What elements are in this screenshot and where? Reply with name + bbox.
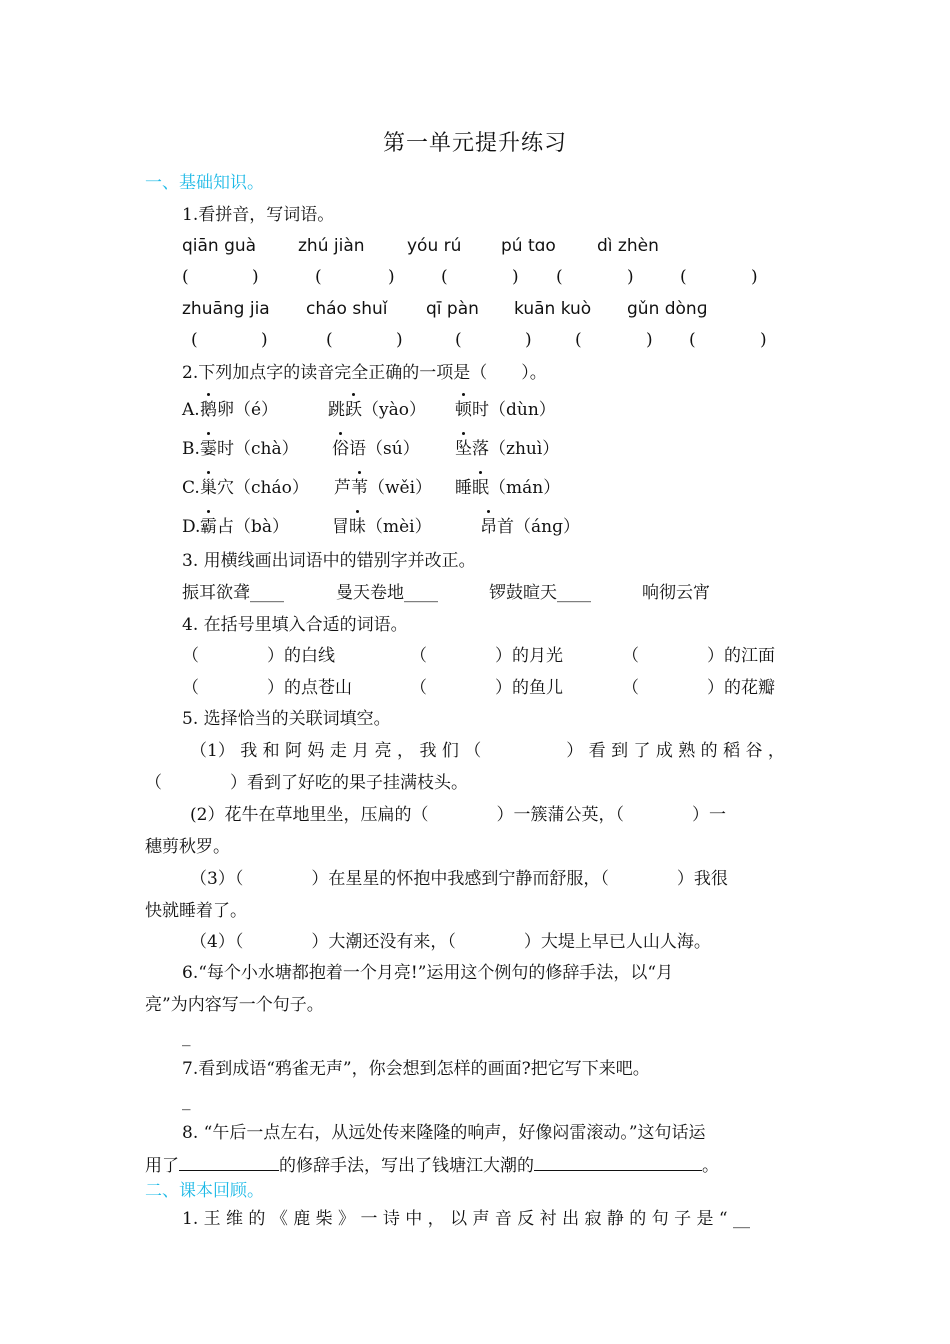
dotted-char: 巢 <box>200 478 217 498</box>
paren-open: ( <box>556 267 563 287</box>
page-title: 第一单元提升练习 <box>382 131 567 156</box>
paren-close: ) <box>261 330 268 350</box>
q5-sentence-2-cont: 穗剪秋罗。 <box>145 837 230 857</box>
option-word: 睡眠（mán） <box>455 478 561 498</box>
dotted-char: 霸 <box>200 517 217 537</box>
option-word: 霎时（chà） <box>200 439 299 459</box>
paren-open: ( <box>441 267 448 287</box>
q4-blank: （ ）的江面 <box>622 646 775 666</box>
section-basic-knowledge: 一、基础知识。 <box>145 173 264 193</box>
q2-heading: 2.下列加点字的读音完全正确的一项是（ ）。 <box>182 363 547 383</box>
q4-heading: 4. 在括号里填入合适的词语。 <box>182 615 408 635</box>
option-word: 巢穴（cháo） <box>200 478 309 498</box>
option-word: 顿时（dùn） <box>455 400 556 420</box>
q4-blank: （ ）的白线 <box>182 646 335 666</box>
dotted-char: 昂 <box>480 517 497 537</box>
option-word: 跳跃（yào） <box>328 400 426 420</box>
q5-sentence-2: (2）花牛在草地里坐，压扁的（ ）一簇蒲公英，（ ）一 <box>190 805 726 825</box>
paren-close: ) <box>512 267 519 287</box>
section-textbook-review: 二、课本回顾。 <box>145 1181 264 1201</box>
q4-blank: （ ）的鱼儿 <box>410 678 563 698</box>
dotted-char: 鹅 <box>200 400 217 420</box>
r1-line-1: 1. 王 维 的 《 鹿 柴 》 一 诗 中 ， 以 声 音 反 衬 出 寂 静 的 句 子 是 “ __ <box>182 1209 751 1229</box>
dotted-char: 霎 <box>200 439 217 459</box>
option-word: 昂首（ánɡ） <box>480 517 580 537</box>
dotted-char: 昧 <box>349 517 366 537</box>
option-label: C. <box>182 478 200 498</box>
paren-close: ) <box>252 267 259 287</box>
dotted-char: 眠 <box>472 478 489 498</box>
pinyin-item: qī pàn <box>426 299 479 319</box>
q5-sentence-4: （4）（ ）大潮还没有来，（ ）大堤上早已人山人海。 <box>190 932 711 952</box>
paren-close: ) <box>760 330 767 350</box>
q4-blank: （ ）的花瓣 <box>622 678 775 698</box>
paren-open: ( <box>455 330 462 350</box>
q5-sentence-1-cont: （ ）看到了好吃的果子挂满枝头。 <box>145 773 468 793</box>
dotted-char: 坠 <box>455 439 472 459</box>
paren-open: ( <box>575 330 582 350</box>
q3-word: 曼天卷地____ <box>336 583 438 603</box>
paren-close: ) <box>751 267 758 287</box>
pinyin-item: zhú jiàn <box>298 236 365 256</box>
dotted-char: 跃 <box>345 400 362 420</box>
q1-heading: 1.看拼音，写词语。 <box>182 205 335 225</box>
q4-blank: （ ）的点苍山 <box>182 678 352 698</box>
q7-answer-line: _ <box>182 1091 191 1111</box>
paren-open: ( <box>191 330 198 350</box>
q5-sentence-3-cont: 快就睡着了。 <box>145 901 247 921</box>
q3-heading: 3. 用横线画出词语中的错别字并改正。 <box>182 551 476 571</box>
paren-open: ( <box>182 267 189 287</box>
option-label: A. <box>182 400 200 420</box>
q8-blank-1 <box>179 1154 279 1171</box>
paren-open: ( <box>680 267 687 287</box>
option-label: D. <box>182 517 201 537</box>
pinyin-item: zhuāng jia <box>182 299 270 319</box>
paren-close: ) <box>646 330 653 350</box>
q3-word: 响彻云宵 <box>642 583 710 603</box>
option-word: 坠落（zhuì） <box>455 439 560 459</box>
q7-line-1: 7.看到成语“鸦雀无声”，你会想到怎样的画面?把它写下来吧。 <box>182 1059 650 1079</box>
q5-heading: 5. 选择恰当的关联词填空。 <box>182 709 391 729</box>
option-word: 鹅卵（é） <box>200 400 279 420</box>
pinyin-item: gǔn dònɡ <box>627 299 708 319</box>
option-label: B. <box>182 439 200 459</box>
paren-close: ) <box>627 267 634 287</box>
q8-text: 。 <box>702 1156 719 1176</box>
dotted-char: 苇 <box>351 478 368 498</box>
dotted-char: 顿 <box>455 400 472 420</box>
pinyin-item: yóu rú <box>407 236 462 256</box>
dotted-char: 俗 <box>332 439 349 459</box>
option-word: 冒昧（mèi） <box>332 517 432 537</box>
q3-word: 振耳欲聋____ <box>182 583 284 603</box>
q6-line-1: 6.“每个小水塘都抱着一个月亮!”运用这个例句的修辞手法，以“月 <box>182 963 674 983</box>
q4-blank: （ ）的月光 <box>410 646 563 666</box>
pinyin-item: qiān guà <box>182 236 257 256</box>
paren-close: ) <box>525 330 532 350</box>
pinyin-item: kuān kuò <box>514 299 592 319</box>
q8-line-2 <box>145 1154 719 1177</box>
pinyin-item: dì zhèn <box>597 236 659 256</box>
pinyin-item: cháo shuǐ <box>306 299 388 319</box>
q8-text: 用了 <box>145 1156 179 1176</box>
option-word: 霸占（bà） <box>200 517 290 537</box>
option-word: 俗语（sú） <box>332 439 420 459</box>
option-word: 芦苇（wěi） <box>334 478 433 498</box>
q6-answer-line: _ <box>182 1027 191 1047</box>
paren-open: ( <box>326 330 333 350</box>
paren-open: ( <box>315 267 322 287</box>
q3-word: 锣鼓暄天____ <box>489 583 591 603</box>
pinyin-item: pú tɑo <box>501 236 556 256</box>
paren-close: ) <box>396 330 403 350</box>
q8-text: 的修辞手法，写出了钱塘江大潮的 <box>279 1156 534 1176</box>
paren-open: ( <box>689 330 696 350</box>
q8-blank-2 <box>534 1154 702 1171</box>
q6-line-2: 亮”为内容写一个句子。 <box>145 995 324 1015</box>
q5-sentence-3: （3）（ ）在星星的怀抱中我感到宁静而舒服，（ ）我很 <box>190 869 728 889</box>
q8-line-1: 8. “午后一点左右，从远处传来隆隆的响声，好像闷雷滚动。”这句话运 <box>182 1123 706 1143</box>
paren-close: ) <box>388 267 395 287</box>
q5-sentence-1: （1） 我 和 阿 妈 走 月 亮 ， 我 们 （ ） 看 到 了 成 熟 的 稻 谷 ， <box>190 741 785 761</box>
